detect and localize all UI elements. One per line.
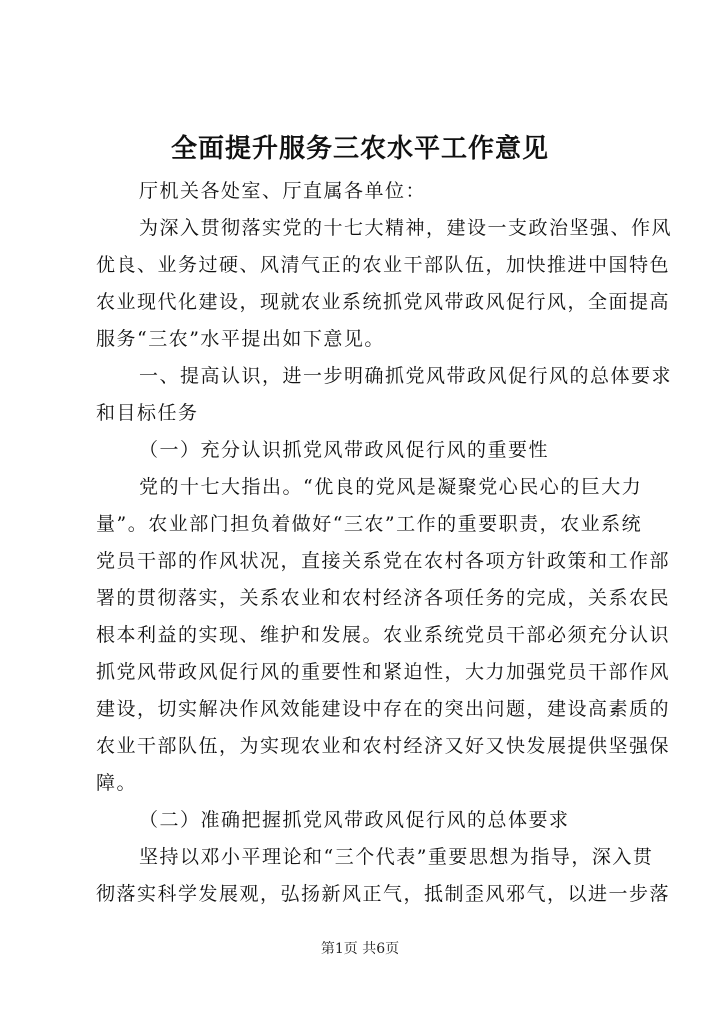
- salutation-line: 厅机关各处室、厅直属各单位：: [139, 180, 427, 202]
- body-line: 农业干部队伍，为实现农业和农村经济又好又快发展提供坚强保: [96, 735, 671, 757]
- body-line: 农业现代化建设，现就农业系统抓党风带政风促行风，全面提高: [96, 291, 671, 313]
- body-line: 建设，切实解决作风效能建设中存在的突出问题，建设高素质的: [96, 698, 671, 720]
- subsection-heading: （一）充分认识抓党风带政风促行风的重要性: [139, 439, 550, 461]
- body-line: 坚持以邓小平理论和“三个代表”重要思想为指导，深入贯: [139, 846, 654, 868]
- body-line: 党的十七大指出。“优良的党风是凝聚党心民心的巨大力: [139, 476, 643, 498]
- body-line: 根本利益的实现、维护和发展。农业系统党员干部必须充分认识: [96, 624, 671, 646]
- document-title: 全面提升服务三农水平工作意见: [170, 134, 549, 164]
- body-line: 彻落实科学发展观，弘扬新风正气，抵制歪风邪气，以进一步落: [96, 883, 671, 905]
- body-line: 署的贯彻落实，关系农业和农村经济各项任务的完成，关系农民: [96, 587, 671, 609]
- body-line: 服务“三农”水平提出如下意见。: [96, 328, 385, 350]
- body-line: 量”。农业部门担负着做好“三农”工作的重要职责，农业系统: [96, 513, 643, 535]
- body-line: 为深入贯彻落实党的十七大精神，建设一支政治坚强、作风: [139, 217, 673, 239]
- section-heading: 和目标任务: [96, 402, 199, 424]
- section-heading: 一、提高认识，进一步明确抓党风带政风促行风的总体要求: [139, 365, 673, 387]
- body-line: 障。: [96, 772, 138, 794]
- subsection-heading: （二）准确把握抓党风带政风促行风的总体要求: [139, 809, 570, 831]
- page-number-footer: 第1页 共6页: [320, 941, 400, 957]
- body-line: 优良、业务过硬、风清气正的农业干部队伍，加快推进中国特色: [96, 254, 671, 276]
- body-line: 党员干部的作风状况，直接关系党在农村各项方针政策和工作部: [96, 550, 671, 572]
- body-line: 抓党风带政风促行风的重要性和紧迫性，大力加强党员干部作风: [96, 661, 671, 683]
